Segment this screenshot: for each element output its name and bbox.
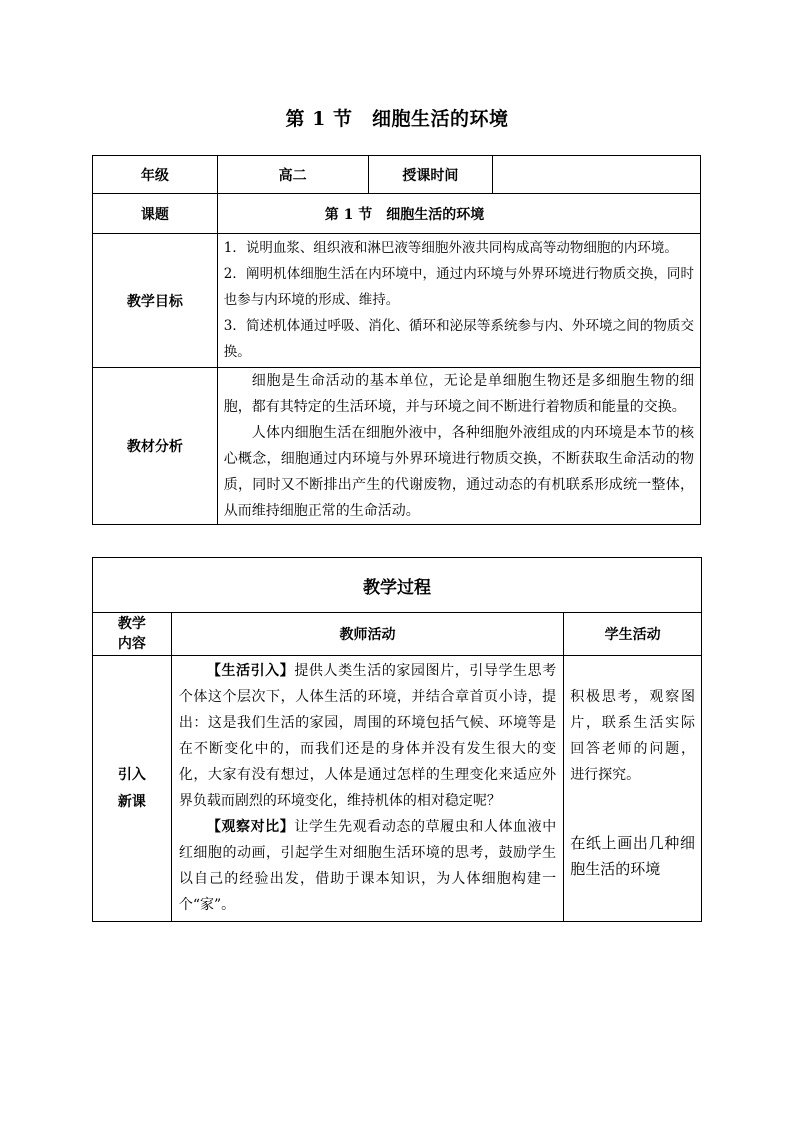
analysis-paragraph: 细胞是生命活动的基本单位，无论是单细胞生物还是多细胞生物的细胞，都有其特定的生活环境，并与环境之间不断进行着物质和能量的交换。 bbox=[223, 373, 694, 415]
row-label-line1: 引入 bbox=[117, 766, 146, 783]
goals-cell bbox=[217, 234, 700, 368]
teacher-text-1: 提供人类生活的家园图片，引导学生思考个体这个层次下，人体生活的环境，并结合章首页小诗，提出：这是我们生活的家园，周围的环境包括气候、环境等是在不断变化中的，而我们还是的身体并没有发生很大的变化，大家有没有想过，人体是通过怎样的生理变化来适应外界负载而剧烈的环境变化，维持机体的相对稳定呢？ bbox=[178, 663, 557, 809]
lesson-info-table bbox=[92, 155, 701, 525]
topic-label: 课题 bbox=[93, 194, 218, 234]
student-paragraph-1: 积极思考，观察图片，联系生活实际回答老师的问题，进行探究。 bbox=[570, 689, 695, 783]
row-label bbox=[93, 656, 172, 922]
teacher-activity-cell bbox=[171, 656, 563, 922]
col-content-header bbox=[93, 613, 172, 656]
col-student-header: 学生活动 bbox=[564, 613, 702, 656]
analysis-paragraph: 人体内细胞生活在细胞外液中，各种细胞外液组成的内环境是本节的核心概念，细胞通过内环境与外界环境进行物质交换，不断获取生命活动的物质，同时又不断排出产生的代谢废物，通过动态的有机联系形成统一整体，从而维持细胞正常的生命活动。 bbox=[223, 425, 694, 519]
time-value bbox=[493, 156, 701, 194]
col-content-line1: 教学 bbox=[117, 616, 146, 632]
teacher-paragraph-2 bbox=[179, 814, 556, 918]
teaching-process-table bbox=[92, 557, 702, 922]
goals-label: 教学目标 bbox=[93, 234, 218, 368]
grade-value: 高二 bbox=[217, 156, 368, 194]
student-paragraph-2: 在纸上画出几种细胞生活的环境 bbox=[570, 834, 695, 878]
teacher-tag-1: 【生活引入】 bbox=[206, 663, 295, 679]
topic-value: 第 1 节 细胞生活的环境 bbox=[217, 194, 700, 234]
col-content-line2: 内容 bbox=[117, 636, 146, 652]
row-label-line2: 新课 bbox=[117, 793, 146, 810]
student-activity-cell bbox=[564, 656, 702, 922]
analysis-cell bbox=[217, 368, 700, 525]
process-heading: 教学过程 bbox=[93, 558, 702, 613]
goal-item: 3．简述机体通过呼吸、消化、循环和泌尿等系统参与内、外环境之间的物质交换。 bbox=[223, 318, 694, 360]
time-label: 授课时间 bbox=[368, 156, 493, 194]
analysis-label: 教材分析 bbox=[93, 368, 218, 525]
goal-item: 1．说明血浆、组织液和淋巴液等细胞外液共同构成高等动物细胞的内环境。 bbox=[223, 240, 678, 256]
goal-item: 2．阐明机体细胞生活在内环境中，通过内环境与外界环境进行物质交换，同时也参与内环境的形成、维持。 bbox=[223, 266, 694, 308]
col-teacher-header: 教师活动 bbox=[171, 613, 563, 656]
grade-label: 年级 bbox=[93, 156, 218, 194]
teacher-tag-2: 【观察对比】 bbox=[206, 819, 295, 835]
teacher-text-2: 让学生先观看动态的草履虫和人体血液中红细胞的动画，引起学生对细胞生活环境的思考，鼓励学生以自己的经验出发，借助于课本知识，为人体细胞构建一个“家”。 bbox=[178, 819, 557, 913]
page-title: 第 1 节 细胞生活的环境 bbox=[285, 108, 509, 130]
teacher-paragraph-1 bbox=[179, 658, 556, 814]
